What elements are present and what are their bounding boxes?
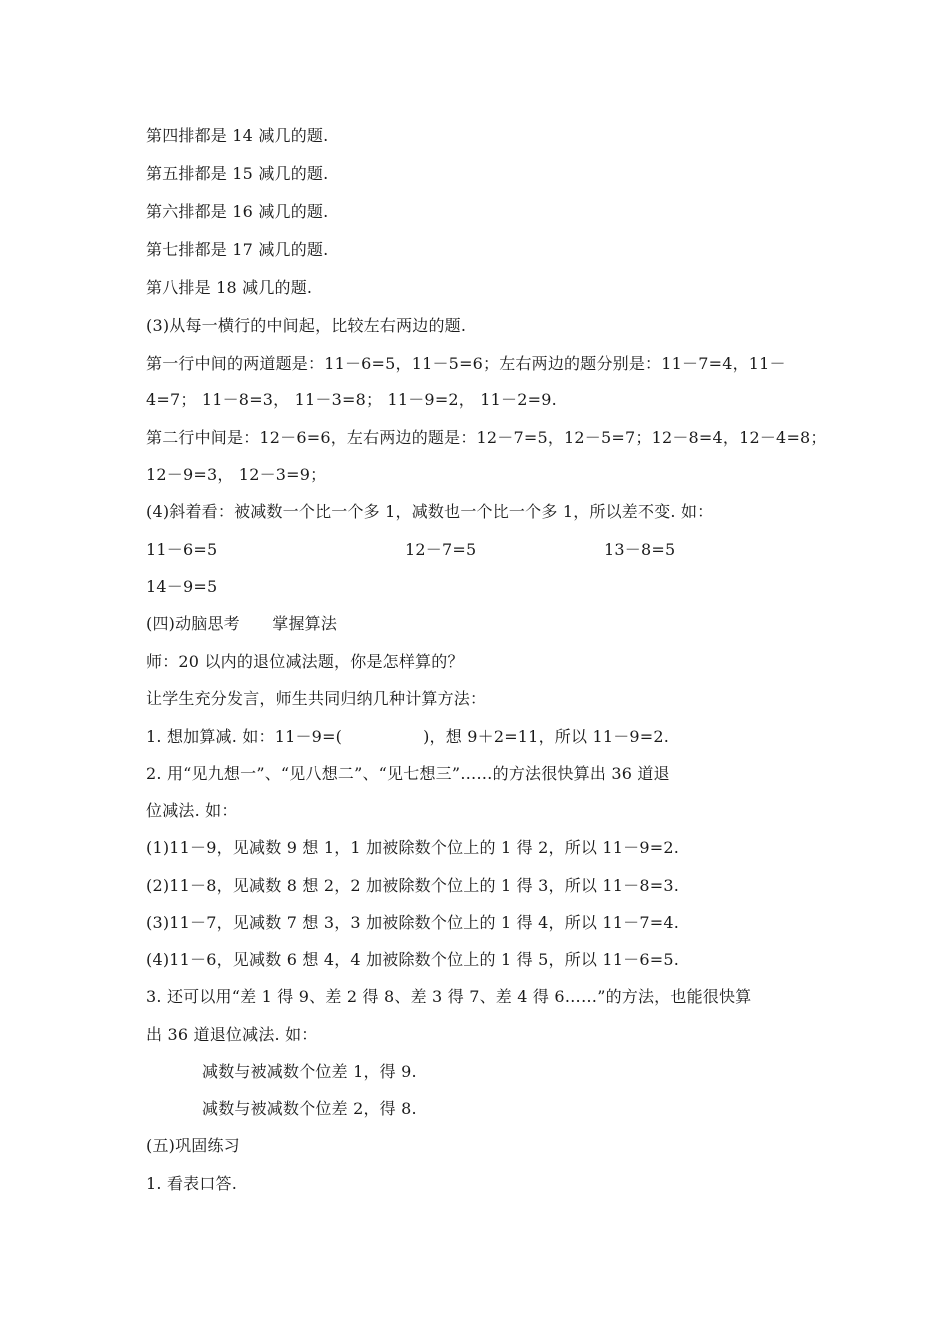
indented-line: 减数与被减数个位差 1，得 9. <box>202 1062 417 1081</box>
indented-line: 减数与被减数个位差 2，得 8. <box>202 1099 417 1118</box>
text-line: 第七排都是 17 减几的题. <box>146 240 329 259</box>
text-line: (3)从每一横行的中间起，比较左右两边的题. <box>146 316 467 335</box>
text-line: 出 36 道退位减法. 如： <box>146 1025 318 1044</box>
equation-3: 13－8=5 <box>604 540 676 559</box>
text-line: (4)11－6，见减数 6 想 4，4 加被除数个位上的 1 得 5，所以 11－6=5. <box>146 950 680 969</box>
text-line: 3. 还可以用“差 1 得 9、差 2 得 8、差 3 得 7、差 4 得 6……”的方法，也能很快算 <box>146 987 752 1006</box>
text-line: 1. 看表口答. <box>146 1174 238 1193</box>
equation-1: 11－6=5 <box>146 540 218 559</box>
text-line: (3)11－7，见减数 7 想 3，3 加被除数个位上的 1 得 4，所以 11－7=4. <box>146 913 680 932</box>
text-line: 第四排都是 14 减几的题. <box>146 126 329 145</box>
text-line: 12－9=3， 12－3=9； <box>146 465 327 484</box>
text-line: 第八排是 18 减几的题. <box>146 278 313 297</box>
text-line: 位减法. 如： <box>146 801 238 820</box>
text-line: 第一行中间的两道题是：11－6=5，11－5=6；左右两边的题分别是：11－7=4，11－ <box>146 354 786 373</box>
text-line: 4=7； 11－8=3， 11－3=8； 11－9=2， 11－2=9. <box>146 390 557 409</box>
text-line: (4)斜着看：被减数一个比一个多 1，减数也一个比一个多 1，所以差不变. 如： <box>146 502 714 521</box>
text-line: (1)11－9，见减数 9 想 1，1 加被除数个位上的 1 得 2，所以 11－9=2. <box>146 838 680 857</box>
text-line: 2. 用“见九想一”、“见八想二”、“见七想三”……的方法很快算出 36 道退 <box>146 764 670 783</box>
text-line: (2)11－8，见减数 8 想 2，2 加被除数个位上的 1 得 3，所以 11－8=3. <box>146 876 680 895</box>
text-line: 第五排都是 15 减几的题. <box>146 164 329 183</box>
text-line: 师：20 以内的退位减法题，你是怎样算的？ <box>146 652 464 671</box>
section-heading: (五)巩固练习 <box>146 1136 240 1155</box>
text-line: 让学生充分发言，师生共同归纳几种计算方法： <box>146 689 487 708</box>
equation-2: 12－7=5 <box>405 540 477 559</box>
text-line: 1. 想加算减. 如：11－9=( )，想 9＋2=11，所以 11－9=2. <box>146 727 670 746</box>
text-line: 第六排都是 16 减几的题. <box>146 202 329 221</box>
text-line: 14－9=5 <box>146 577 218 596</box>
text-line: 第二行中间是：12－6=6，左右两边的题是：12－7=5，12－5=7；12－8=4，12－4=8； <box>146 428 827 447</box>
section-heading: (四)动脑思考 掌握算法 <box>146 614 338 633</box>
